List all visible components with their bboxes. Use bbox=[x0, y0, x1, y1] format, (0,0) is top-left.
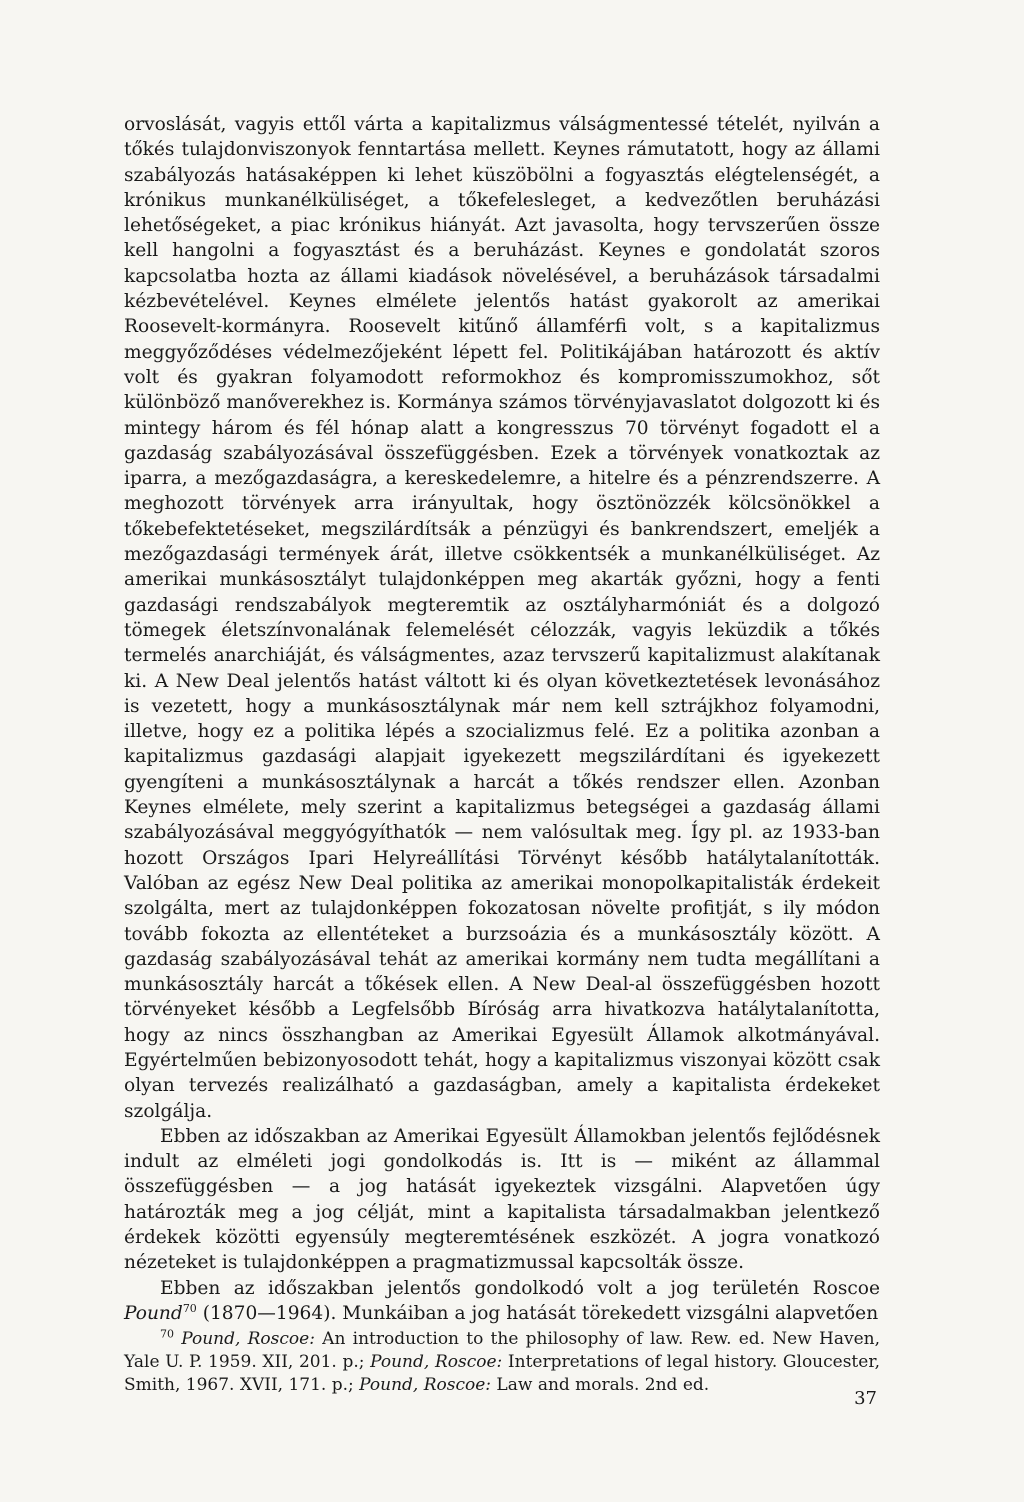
footnote bbox=[124, 1328, 880, 1397]
paragraph-2: Ebben az időszakban az Amerikai Egyesült Államokban jelentős fejlődésnek indult az elméleti jogi gondolkodás is. Itt is — miként az állammal összefüggésben — a jog hatását igyekeztek vizsgálni. Alapvetően úgy határozták meg a jog célját, mint a kapitalista társadalmakban jelentkező érdekek közötti egyensúly megteremtésének eszközét. A jogra vonatkozó nézeteket is tulajdonképpen a pragmatizmussal kapcsolták össze. bbox=[124, 1125, 880, 1274]
paragraph-3-end: (1870—1964). Munkáiban a jog hatását törekedett vizsgálni alapvetően bbox=[196, 1302, 879, 1324]
footnotes bbox=[124, 1328, 880, 1397]
paragraph-3 bbox=[124, 1276, 880, 1327]
footnote-text-3: Law and morals. 2nd ed. bbox=[491, 1375, 710, 1395]
footnote-author-2: Pound, Roscoe: bbox=[370, 1352, 503, 1372]
footnote-author-3: Pound, Roscoe: bbox=[359, 1375, 492, 1395]
paragraph-1: orvoslását, vagyis ettől várta a kapitalizmus válságmentessé tételét, nyilván a tőkés tulajdonviszonyok fenntartása mellett. Keynes rámutatott, hogy az állami szabályozás hatásaképpen ki lehet küszöbölni a fogyasztás elégtelenségét, a krónikus munkanélküliséget, a tőkefelesleget, a kedvezőtlen beruházási lehetőségeket, a piac krónikus hiányát. Azt javasolta, hogy tervszerűen össze kell hangolni a fogyasztást és a beruházást. Keynes e gondolatát szoros kapcsolatba hozta az állami kiadások növelésével, a beruházások társadalmi kézbevételével. Keynes elmélete jelentős hatást gyakorolt az amerikai Roosevelt-kormányra. Roosevelt kitűnő államférfi volt, s a kapitalizmus meggyőződéses védelmezőjeként lépett fel. Politikájában határozott és aktív volt és gyakran folyamodott reformokhoz és kompromisszumokhoz, sőt különböző manőverekhez is. Kormánya számos törvényjavaslatot dolgozott ki és mintegy három és fél hónap alatt a kongresszus 70 törvényt fogadott el a gazdaság szabályozásával összefüggésben. Ezek a törvények vonatkoztak az iparra, a mezőgazdaságra, a kereskedelemre, a hitelre és a pénzrendszerre. A meghozott törvények arra irányultak, hogy ösztönözzék kölcsönökkel a tőkebefektetéseket, megszilárdítsák a pénzügyi és bankrendszert, emeljék a mezőgazdasági termények árát, illetve csökkentsék a munkanélküliséget. Az amerikai munkásosztályt tulajdonképpen meg akarták győzni, hogy a fenti gazdasági rendszabályok megteremtik az osztályharmóniát és a dolgozó tömegek életszínvonalának felemelését célozzák, vagyis leküzdik a tőkés termelés anarchiáját, és válságmentes, azaz tervszerű kapitalizmust alakítanak ki. A New Deal jelentős hatást váltott ki és olyan következtetések levonásához is vezetett, hogy a munkásosztálynak már nem kell sztrájkhoz folyamodni, illetve, hogy ez a politika lépés a szocializmus felé. Ez a politika azonban a kapitalizmus gazdasági alapjait igyekezett megszilárdítani és igyekezett gyengíteni a munkásosztálynak a harcát a tőkés rendszer ellen. Azonban Keynes elmélete, mely szerint a kapitalizmus betegségei a gazdaság állami szabályozásával meggyógyíthatók — nem valósultak meg. Így pl. az 1933-ban hozott Országos Ipari Helyreállítási Törvényt később hatálytalanították. Valóban az egész New Deal politika az amerikai monopolkapitalisták érdekeit szolgálta, mert az tulajdonképpen fokozatosan növelte profitját, s ily módon tovább fokozta az ellentéteket a burzsoázia és a munkásosztály között. A gazdaság szabályozásával tehát az amerikai kormány nem tudta megállítani a munkásosztály harcát a tőkések ellen. A New Deal-al összefüggésben hozott törvényeket később a Legfelsőbb Bíróság arra hivatkozva hatálytalanította, hogy az nincs összhangban az Amerikai Egyesült Államok alkotmányával. Egyértelműen bebizonyosodott tehát, hogy a kapitalizmus viszonyai között csak olyan tervezés realizálható a gazdaságban, amely a kapitalista érdekeket szolgálja. bbox=[124, 114, 880, 1122]
footnote-reference: 70 bbox=[182, 1301, 197, 1315]
paragraph-3-start: Ebben az időszakban jelentős gondolkodó volt a jog területén Roscoe bbox=[160, 1277, 880, 1299]
author-name: Pound bbox=[124, 1302, 183, 1324]
footnote-number: 70 bbox=[160, 1327, 174, 1341]
page-number: 37 bbox=[854, 1388, 877, 1409]
footnote-author-1: Pound, Roscoe: bbox=[181, 1329, 315, 1349]
footnote-text-2: Interpretations of legal history. Gloucester, Smith, 1967. XVII, 171. p.; bbox=[124, 1352, 880, 1395]
body-text bbox=[124, 112, 880, 1326]
footnote-text-1: An introduction to the philosophy of law. Rew. ed. New Haven, Yale U. P. 1959. XII, 201. p.; bbox=[124, 1329, 880, 1372]
